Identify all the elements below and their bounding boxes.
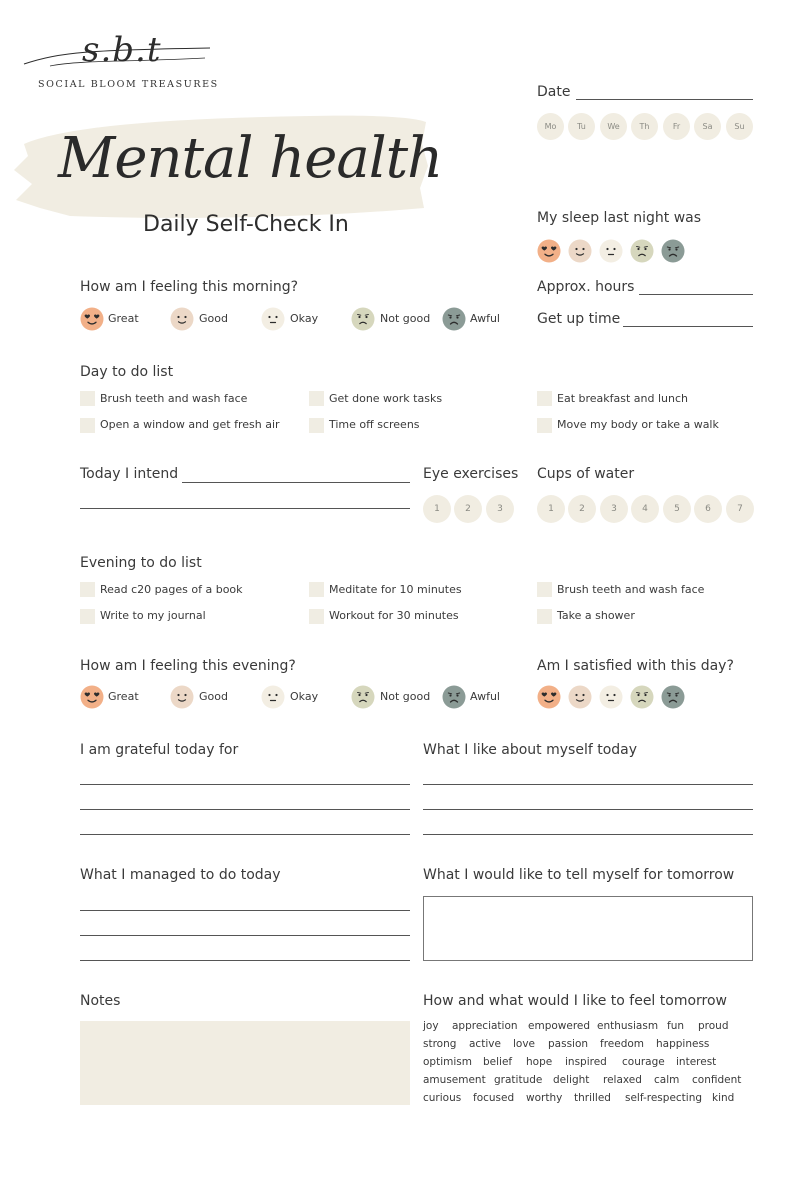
eye-label: Eye exercises — [423, 466, 519, 482]
day-mo[interactable]: Mo — [537, 113, 564, 140]
feel-word[interactable]: relaxed — [603, 1074, 642, 1086]
grateful-label: I am grateful today for — [80, 742, 239, 758]
feel-word[interactable]: passion — [548, 1038, 589, 1050]
morning-label: How am I feeling this morning? — [80, 279, 299, 295]
feel-word[interactable]: freedom — [600, 1038, 645, 1050]
getup-label: Get up time — [537, 311, 621, 327]
managed-label: What I managed to do today — [80, 867, 281, 883]
day-todo-label: Day to do list — [80, 364, 174, 380]
eye-circle-3[interactable]: 3 — [486, 495, 514, 523]
grateful-line[interactable] — [80, 809, 410, 810]
day-todo-item: Move my body or take a walk — [557, 418, 719, 431]
water-circle-2[interactable]: 2 — [568, 495, 596, 523]
feel-word[interactable]: inspired — [565, 1056, 607, 1068]
evening-todo-item: Take a shower — [557, 609, 635, 622]
feel-word[interactable]: happiness — [656, 1038, 710, 1050]
hours-input-line[interactable] — [639, 294, 753, 295]
feel-word[interactable]: hope — [526, 1056, 553, 1068]
evening-todo-checkbox[interactable] — [537, 609, 552, 624]
feel-word[interactable]: confident — [692, 1074, 742, 1086]
evening-todo-checkbox[interactable] — [309, 582, 324, 597]
like-line[interactable] — [423, 784, 753, 785]
evening-todo-item: Workout for 30 minutes — [329, 609, 459, 622]
feel-word[interactable]: curious — [423, 1092, 462, 1104]
hours-label: Approx. hours — [537, 279, 635, 295]
intend-line-2[interactable] — [80, 508, 410, 509]
feel-word[interactable]: enthusiasm — [597, 1020, 659, 1032]
evening-todo-item: Meditate for 10 minutes — [329, 583, 462, 596]
feel-word[interactable]: proud — [698, 1020, 729, 1032]
evening-todo-checkbox[interactable] — [80, 609, 95, 624]
morning-good-label: Good — [199, 312, 228, 325]
evening-awful-label: Awful — [470, 690, 500, 703]
day-th[interactable]: Th — [631, 113, 658, 140]
evening-mood-label: How am I feeling this evening? — [80, 658, 296, 674]
feel-word[interactable]: interest — [676, 1056, 717, 1068]
evening-todo-item: Write to my journal — [100, 609, 206, 622]
title-main: Mental health — [58, 126, 443, 191]
evening-great-face-icon[interactable] — [80, 685, 104, 709]
intend-line-1[interactable] — [182, 482, 410, 483]
feel-word[interactable]: appreciation — [452, 1020, 518, 1032]
water-circle-7[interactable]: 7 — [726, 495, 754, 523]
feel-word[interactable]: courage — [622, 1056, 665, 1068]
evening-todo-checkbox[interactable] — [80, 582, 95, 597]
feel-word[interactable]: delight — [553, 1074, 590, 1086]
morning-great-face-icon[interactable] — [80, 307, 104, 331]
satisfied-label: Am I satisfied with this day? — [537, 658, 734, 674]
satisfied-awful-face-icon[interactable] — [661, 685, 685, 709]
day-fr[interactable]: Fr — [663, 113, 690, 140]
feel-word[interactable]: thrilled — [574, 1092, 611, 1104]
feel-word[interactable]: fun — [667, 1020, 685, 1032]
day-todo-checkbox[interactable] — [80, 418, 95, 433]
evening-good-face-icon[interactable] — [170, 685, 194, 709]
day-todo-item: Open a window and get fresh air — [100, 418, 280, 431]
evening-okay-face-icon[interactable] — [261, 685, 285, 709]
evening-todo-item: Read c20 pages of a book — [100, 583, 243, 596]
evening-todo-label: Evening to do list — [80, 555, 202, 571]
morning-okay-face-icon[interactable] — [261, 307, 285, 331]
grateful-line[interactable] — [80, 784, 410, 785]
feel-word[interactable]: calm — [654, 1074, 680, 1086]
water-circle-6[interactable]: 6 — [694, 495, 722, 523]
day-we[interactable]: We — [600, 113, 627, 140]
evening-good-label: Good — [199, 690, 228, 703]
brand-monogram: s.b.t — [82, 30, 162, 70]
feel-word[interactable]: active — [469, 1038, 501, 1050]
evening-todo-checkbox[interactable] — [537, 582, 552, 597]
day-todo-item: Eat breakfast and lunch — [557, 392, 689, 405]
satisfied-okay-face-icon[interactable] — [599, 685, 623, 709]
morning-notgood-face-icon[interactable] — [351, 307, 375, 331]
like-line[interactable] — [423, 834, 753, 835]
water-circle-3[interactable]: 3 — [600, 495, 628, 523]
morning-good-face-icon[interactable] — [170, 307, 194, 331]
morning-notgood-label: Not good — [380, 312, 431, 325]
sleep-great-face-icon[interactable] — [537, 239, 561, 263]
day-todo-item: Time off screens — [329, 418, 420, 431]
managed-line[interactable] — [80, 935, 410, 936]
feel-word[interactable]: empowered — [528, 1020, 591, 1032]
eye-circle-2[interactable]: 2 — [454, 495, 482, 523]
brand-logo — [20, 30, 219, 94]
feel-word[interactable]: joy — [423, 1020, 439, 1032]
day-todo-item: Brush teeth and wash face — [100, 392, 248, 405]
satisfied-notgood-face-icon[interactable] — [630, 685, 654, 709]
feel-word[interactable]: strong — [423, 1038, 457, 1050]
grateful-line[interactable] — [80, 834, 410, 835]
feel-word[interactable]: amusement — [423, 1074, 486, 1086]
water-label: Cups of water — [537, 466, 635, 482]
day-su[interactable]: Su — [726, 113, 753, 140]
evening-todo-item: Brush teeth and wash face — [557, 583, 705, 596]
managed-line[interactable] — [80, 910, 410, 911]
brand-name: SOCIAL BLOOM TREASURES — [38, 79, 219, 90]
evening-great-label: Great — [108, 690, 139, 703]
water-circle-5[interactable]: 5 — [663, 495, 691, 523]
evening-notgood-face-icon[interactable] — [351, 685, 375, 709]
tell-label: What I would like to tell myself for tomorrow — [423, 867, 735, 883]
like-line[interactable] — [423, 809, 753, 810]
day-todo-checkbox[interactable] — [309, 418, 324, 433]
evening-okay-label: Okay — [290, 690, 319, 703]
day-todo-checkbox[interactable] — [537, 418, 552, 433]
morning-awful-face-icon[interactable] — [442, 307, 466, 331]
sleep-notgood-face-icon[interactable] — [630, 239, 654, 263]
notes-label: Notes — [80, 993, 121, 1009]
eye-circle-1[interactable]: 1 — [423, 495, 451, 523]
feel-word[interactable]: gratitude — [494, 1074, 543, 1086]
notes-area[interactable] — [80, 1021, 410, 1105]
feel-word[interactable]: optimism — [423, 1056, 472, 1068]
day-todo-item: Get done work tasks — [329, 392, 443, 405]
day-todo-checkbox[interactable] — [537, 391, 552, 406]
evening-awful-face-icon[interactable] — [442, 685, 466, 709]
day-sa[interactable]: Sa — [694, 113, 721, 140]
feel-word[interactable]: worthy — [526, 1092, 563, 1104]
feel-word[interactable]: belief — [483, 1056, 513, 1068]
date-label: Date — [537, 84, 571, 100]
morning-awful-label: Awful — [470, 312, 500, 325]
satisfied-great-face-icon[interactable] — [537, 685, 561, 709]
sleep-okay-face-icon[interactable] — [599, 239, 623, 263]
getup-input-line[interactable] — [623, 326, 753, 327]
sleep-label: My sleep last night was — [537, 210, 702, 226]
day-tu[interactable]: Tu — [568, 113, 595, 140]
like-label: What I like about myself today — [423, 742, 638, 758]
sleep-good-face-icon[interactable] — [568, 239, 592, 263]
day-todo-checkbox[interactable] — [80, 391, 95, 406]
water-circle-4[interactable]: 4 — [631, 495, 659, 523]
morning-great-label: Great — [108, 312, 139, 325]
title-sub: Daily Self-Check In — [143, 212, 349, 237]
intend-label: Today I intend — [80, 466, 179, 482]
evening-todo-checkbox[interactable] — [309, 609, 324, 624]
feel-word[interactable]: kind — [712, 1092, 735, 1104]
satisfied-good-face-icon[interactable] — [568, 685, 592, 709]
feel-word[interactable]: self-respecting — [625, 1092, 703, 1104]
morning-okay-label: Okay — [290, 312, 319, 325]
tell-textbox[interactable] — [423, 896, 753, 961]
feel-word[interactable]: love — [513, 1038, 536, 1050]
sleep-awful-face-icon[interactable] — [661, 239, 685, 263]
evening-notgood-label: Not good — [380, 690, 431, 703]
feel-label: How and what would I like to feel tomorrow — [423, 993, 728, 1009]
date-input-line[interactable] — [576, 99, 753, 100]
water-circle-1[interactable]: 1 — [537, 495, 565, 523]
feel-word[interactable]: focused — [473, 1092, 515, 1104]
managed-line[interactable] — [80, 960, 410, 961]
day-todo-checkbox[interactable] — [309, 391, 324, 406]
